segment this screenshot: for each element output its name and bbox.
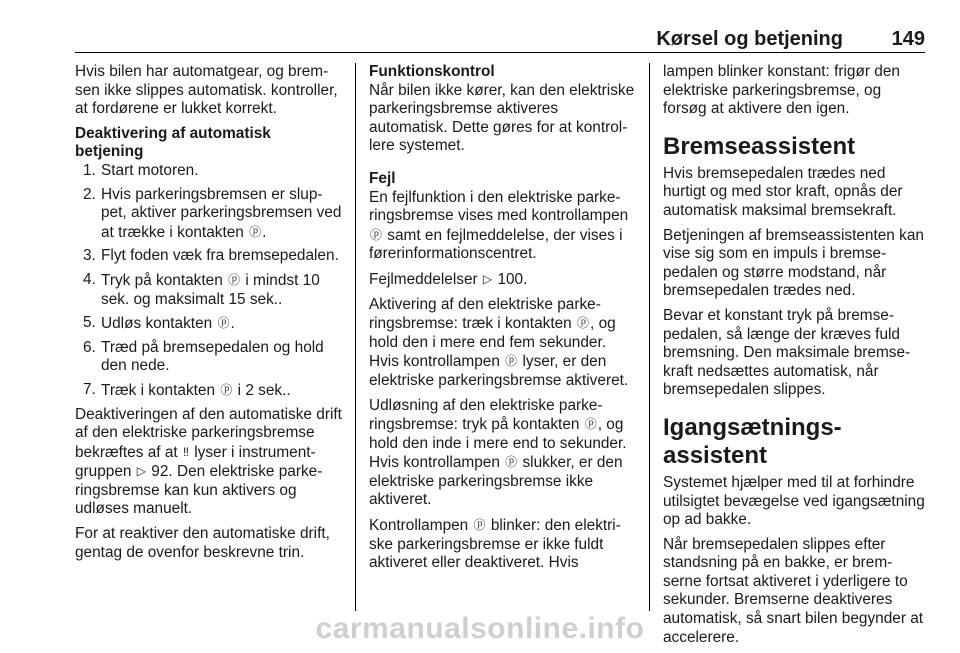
- step-text: .: [262, 223, 267, 241]
- paragraph-text: blinker: den elektriske parkeringsbremse er ikke fuldt aktiveret eller deaktiveret. Hvis: [369, 517, 621, 572]
- brake-assist-paragraph: Hvis bremsepedalen trædes ned hurtigt og med stor kraft, opnås der automatisk maksimal bremsekraft.: [663, 164, 903, 219]
- paragraph-text: , og hold den inde i mere end to sekunder. Hvis kontrollampen: [369, 416, 627, 472]
- warning-lamp-icon: ⓟ: [370, 227, 383, 242]
- paragraph-text: Udløsning af den elektriske parkeringsbremse: tryk på kontakten: [369, 396, 603, 434]
- parking-brake-switch-icon: ⓟ: [577, 316, 590, 331]
- paragraph-text: samt en fejlmeddelelse, der vises i førerinformationscentret.: [369, 226, 623, 263]
- page-reference-arrow-icon: ▷: [136, 464, 146, 479]
- watermark: carmanualsonline.info: [315, 612, 645, 645]
- function-check-paragraph: Når bilen ikke kører, kan den elektriske parkeringsbremse aktiveres automatisk. Dette gøres for at kontrollere systemet.: [369, 81, 635, 155]
- list-item: [75, 314, 343, 334]
- hill-start-assist-heading: Igangsætnings-assistent: [663, 413, 842, 469]
- list-item: [75, 271, 343, 309]
- list-item: [75, 162, 343, 181]
- column-divider: [355, 63, 356, 611]
- step-number: 6.: [83, 338, 96, 356]
- parking-brake-switch-icon: ⓟ: [220, 382, 233, 397]
- brake-assist-paragraph: Betjeningen af bremseassistenten kan vise sig som en impuls i bremsepedalen og større modstand, når bremsepedalen trædes ned.: [663, 226, 924, 300]
- control-lamp-icon: ⓟ: [473, 518, 486, 533]
- paragraph-text: Deaktiveringen af den automatiske drift af den elektriske parkeringsbremse bekræftes af at: [75, 405, 342, 461]
- brake-assist-heading: Bremseassistent: [663, 132, 856, 160]
- blink-paragraph: [369, 516, 635, 573]
- function-check-heading: Funktionskontrol: [369, 63, 495, 80]
- step-number: 3.: [83, 247, 96, 265]
- parking-brake-switch-icon: ⓟ: [584, 417, 597, 432]
- control-lamp-icon: ⓟ: [505, 354, 518, 369]
- paragraph-text: Kontrollampen: [369, 517, 469, 535]
- parking-brake-switch-icon: ⓟ: [228, 272, 241, 287]
- paragraph-text: En fejlfunktion i den elektriske parkeringsbremse vises med kontrollampen: [369, 188, 629, 225]
- step-number: 2.: [83, 185, 96, 203]
- deactivation-heading: Deaktivering af automatisk betjening: [75, 124, 271, 161]
- fault-heading: Fejl: [369, 169, 396, 187]
- paragraph-text: Fejlmeddelelser: [369, 270, 478, 288]
- step-number: 4.: [83, 270, 96, 288]
- page-header: [75, 28, 925, 52]
- step-text: .: [230, 315, 235, 333]
- paragraph-text: 100.: [497, 270, 528, 288]
- list-item: [75, 339, 343, 376]
- paragraph-text: 92. Den elektriske parkeringsbremse kan kun aktivers og udløses manuelt.: [75, 463, 323, 518]
- step-text: Udløs kontakten: [101, 315, 213, 333]
- paragraph-text: , og hold den i mere end fem sekunder. Hvis kontrollampen: [369, 315, 616, 371]
- deactivation-steps: [75, 162, 343, 401]
- reactivate-paragraph: For at reaktiver den automatiske drift, gentag de ovenfor beskrevne trin.: [75, 525, 330, 561]
- hill-start-assist-paragraph: Systemet hjælper med til at forhindre utilsigtet bevægelse ved igangsætning op ad bakke.: [663, 473, 925, 529]
- intro-paragraph: Hvis bilen har automatgear, og bremsen ikke slippes automatisk. kontroller, at fordørene er lukket korrekt.: [75, 63, 338, 118]
- column-1: [75, 63, 343, 568]
- step-number: 5.: [83, 314, 96, 332]
- confirmation-paragraph: [75, 406, 343, 520]
- parking-brake-switch-icon: ⓟ: [249, 224, 262, 239]
- step-number: 1.: [83, 161, 96, 179]
- continued-paragraph: lampen blinker konstant: frigør den elektriske parkeringsbremse, og forsøg at aktivere den igen.: [663, 63, 900, 118]
- step-text: Start motoren.: [101, 161, 199, 179]
- column-3: [663, 63, 925, 653]
- paragraph-text: lyser, er den elektriske parkeringsbremse aktiveret.: [369, 353, 629, 389]
- step-number: 7.: [83, 380, 96, 398]
- fault-paragraph: [369, 189, 635, 264]
- parking-brake-switch-icon: ⓟ: [217, 316, 230, 331]
- warning-icon: ‼: [182, 444, 189, 459]
- page-number: 149: [891, 28, 925, 50]
- step-text: Tryk på kontakten: [101, 271, 223, 289]
- step-text: i 2 sek..: [237, 381, 291, 399]
- fault-messages-paragraph: [369, 270, 635, 290]
- paragraph-text: slukker, er den elektriske parkeringsbremse ikke aktiveret.: [369, 454, 623, 509]
- step-text: Flyt foden væk fra bremsepedalen.: [101, 247, 339, 265]
- list-item: [75, 186, 343, 243]
- step-text: Hvis parkeringsbremsen er sluppet, aktiver parkeringsbremsen ved at trække i kontakten: [101, 185, 342, 241]
- release-paragraph: [369, 397, 635, 511]
- activation-paragraph: [369, 296, 635, 391]
- chapter-title: Kørsel og betjening: [656, 28, 843, 50]
- brake-assist-paragraph: Bevar et konstant tryk på bremsepedalen, så længe der kræves fuld bremsning. Den maksimale bremsekraft nedsættes automatisk, når bremsepedalen slippes.: [663, 306, 911, 399]
- column-divider: [649, 63, 650, 611]
- header-rule: [75, 52, 925, 53]
- list-item: [75, 247, 343, 266]
- page-reference-arrow-icon: ▷: [482, 271, 493, 286]
- step-text: Træk i kontakten: [101, 381, 216, 399]
- paragraph-text: Aktivering af den elektriske parkeringsbremse: træk i kontakten: [369, 295, 601, 333]
- hill-start-assist-paragraph: Når bremsepedalen slippes efter standsning på en bakke, er bremserne fortsat aktiveret i yderligere to sekunder. Bremserne deaktiveres automatisk, så snart bilen begynder at accelerere.: [663, 535, 924, 646]
- step-text: Træd på bremsepedalen og hold den nede.: [101, 338, 324, 375]
- list-item: [75, 381, 343, 401]
- step-text: i mindst 10 sek. og maksimalt 15 sek..: [101, 271, 320, 308]
- column-2: [369, 63, 635, 579]
- paragraph-text: lyser i instrumentgruppen: [75, 443, 316, 481]
- control-lamp-icon: ⓟ: [505, 455, 518, 470]
